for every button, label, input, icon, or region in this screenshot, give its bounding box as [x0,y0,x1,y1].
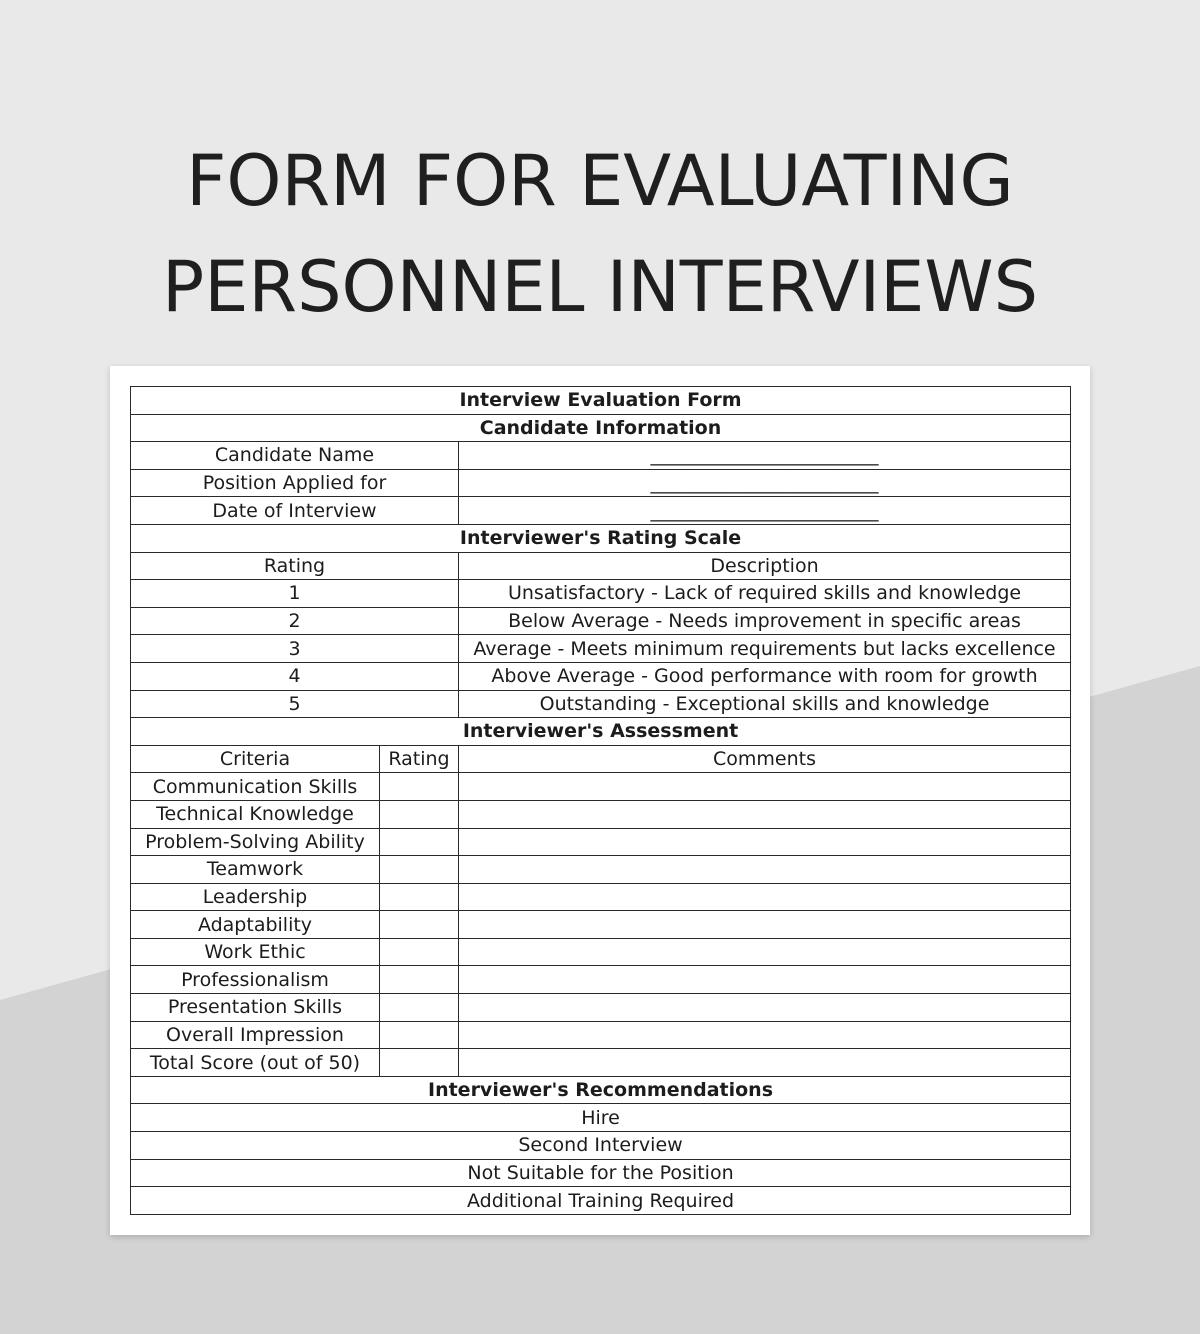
criteria-rating-cell[interactable] [380,911,459,939]
assessment-row [131,773,1071,801]
criteria-comments-cell[interactable] [459,911,1071,939]
position-applied-field[interactable]: ________________________ [459,469,1071,497]
criteria-comments-cell[interactable] [459,856,1071,884]
recommendation-option[interactable]: Hire [131,1104,1071,1132]
assessment-col-criteria: Criteria [131,745,380,773]
criteria-label: Presentation Skills [131,994,380,1022]
rating-description: Outstanding - Exceptional skills and knowledge [459,690,1071,718]
rating-scale-col-rating: Rating [131,552,459,580]
page-title-line-2: PERSONNEL INTERVIEWS [161,246,1039,328]
rating-description: Unsatisfactory - Lack of required skills and knowledge [459,580,1071,608]
rating-scale-heading: Interviewer's Rating Scale [131,524,1071,552]
recommendation-option[interactable]: Not Suitable for the Position [131,1159,1071,1187]
rating-scale-col-description: Description [459,552,1071,580]
assessment-col-rating: Rating [380,745,459,773]
form-title: Interview Evaluation Form [131,387,1071,415]
assessment-row [131,938,1071,966]
criteria-comments-cell[interactable] [459,938,1071,966]
criteria-label: Communication Skills [131,773,380,801]
rating-value: 4 [131,662,459,690]
rating-value: 3 [131,635,459,663]
criteria-label: Technical Knowledge [131,800,380,828]
rating-scale-header-row [131,552,1071,580]
criteria-comments-cell[interactable] [459,994,1071,1022]
rating-value: 2 [131,607,459,635]
assessment-row [131,800,1071,828]
criteria-label: Total Score (out of 50) [131,1049,380,1077]
candidate-name-field[interactable]: ________________________ [459,442,1071,470]
assessment-col-comments: Comments [459,745,1071,773]
criteria-label: Work Ethic [131,938,380,966]
rating-description: Below Average - Needs improvement in specific areas [459,607,1071,635]
criteria-comments-cell[interactable] [459,883,1071,911]
criteria-comments-cell[interactable] [459,966,1071,994]
criteria-label: Overall Impression [131,1021,380,1049]
candidate-name-label: Candidate Name [131,442,459,470]
recommendation-row [131,1132,1071,1160]
assessment-heading-row [131,718,1071,746]
assessment-row [131,828,1071,856]
criteria-rating-cell[interactable] [380,883,459,911]
criteria-rating-cell[interactable] [380,938,459,966]
criteria-label: Problem-Solving Ability [131,828,380,856]
assessment-row [131,994,1071,1022]
rating-value: 1 [131,580,459,608]
criteria-rating-cell[interactable] [380,773,459,801]
rating-scale-row [131,607,1071,635]
criteria-label: Teamwork [131,856,380,884]
recommendation-row [131,1159,1071,1187]
form-sheet [110,366,1090,1235]
candidate-field-row [131,442,1071,470]
candidate-section-heading-row [131,414,1071,442]
rating-description: Average - Meets minimum requirements but lacks excellence [459,635,1071,663]
evaluation-form-table [130,386,1071,1215]
criteria-comments-cell[interactable] [459,1021,1071,1049]
assessment-row [131,966,1071,994]
page-title [0,128,1200,340]
criteria-label: Adaptability [131,911,380,939]
assessment-header-row [131,745,1071,773]
position-applied-label: Position Applied for [131,469,459,497]
criteria-comments-cell[interactable] [459,828,1071,856]
candidate-field-row [131,469,1071,497]
criteria-rating-cell[interactable] [380,800,459,828]
candidate-field-row [131,497,1071,525]
assessment-row [131,1049,1071,1077]
recommendations-heading-row [131,1076,1071,1104]
rating-scale-row [131,580,1071,608]
assessment-row [131,911,1071,939]
rating-scale-heading-row [131,524,1071,552]
criteria-comments-cell[interactable] [459,773,1071,801]
assessment-heading: Interviewer's Assessment [131,718,1071,746]
rating-scale-row [131,635,1071,663]
rating-scale-row [131,690,1071,718]
candidate-section-heading: Candidate Information [131,414,1071,442]
assessment-row [131,856,1071,884]
criteria-rating-cell[interactable] [380,828,459,856]
criteria-comments-cell[interactable] [459,800,1071,828]
criteria-comments-cell[interactable] [459,1049,1071,1077]
assessment-row [131,1021,1071,1049]
recommendation-option[interactable]: Additional Training Required [131,1187,1071,1215]
page-title-line-1: FORM FOR EVALUATING [186,140,1014,222]
criteria-label: Leadership [131,883,380,911]
form-title-row [131,387,1071,415]
criteria-rating-cell[interactable] [380,1021,459,1049]
recommendation-option[interactable]: Second Interview [131,1132,1071,1160]
recommendation-row [131,1104,1071,1132]
rating-scale-row [131,662,1071,690]
interview-date-label: Date of Interview [131,497,459,525]
criteria-rating-cell[interactable] [380,1049,459,1077]
interview-date-field[interactable]: ________________________ [459,497,1071,525]
criteria-label: Professionalism [131,966,380,994]
rating-value: 5 [131,690,459,718]
criteria-rating-cell[interactable] [380,856,459,884]
rating-description: Above Average - Good performance with room for growth [459,662,1071,690]
recommendations-heading: Interviewer's Recommendations [131,1076,1071,1104]
criteria-rating-cell[interactable] [380,994,459,1022]
recommendation-row [131,1187,1071,1215]
assessment-row [131,883,1071,911]
criteria-rating-cell[interactable] [380,966,459,994]
